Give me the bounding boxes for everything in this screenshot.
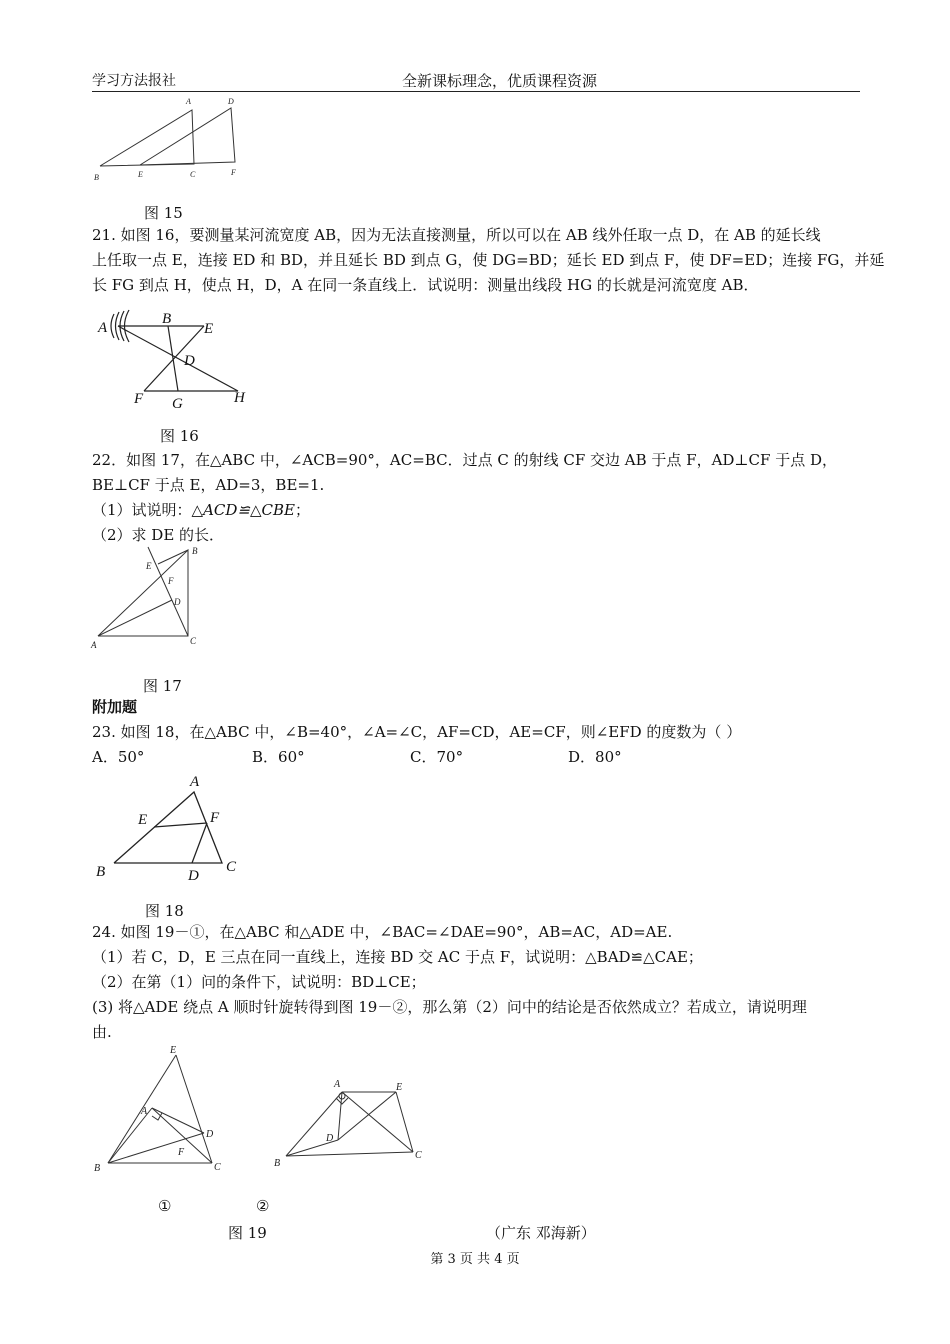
fig19-caption: 图 19 [228,1224,267,1242]
q22-line-1: 22．如图 17，在△ABC 中，∠ACB=90°，AC=BC．过点 C 的射线 CF 交边 AB 于点 F，AD⊥CF 于点 D， [92,451,837,469]
fig19-right-label-a: A [334,1079,341,1090]
bonus-title: 附加题 [92,698,138,716]
fig15-label-c: C [190,170,196,179]
q22-part-1-expr: △ACD≌△CBE [191,501,295,519]
fig15-label-e: E [138,170,143,179]
page-footer: 第 3 页 共 4 页 [430,1252,520,1267]
fig18-label-a: A [190,774,200,790]
fig19-right-label-c: C [415,1150,422,1161]
fig17-label-a: A [91,640,97,650]
fig16-label-g: G [172,396,183,412]
fig17-label-b: B [192,546,198,556]
fig19-right-label-d: D [326,1133,334,1144]
fig18-label-e: E [138,812,148,828]
figure-18 [90,770,250,890]
q21-line-3: 长 FG 到点 H，使点 H，D，A 在同一条直线上．试说明：测量出线段 HG 的长就是河流宽度 AB． [92,276,759,294]
q23-option-d: D．80° [568,748,622,766]
fig15-caption: 图 15 [144,204,183,222]
fig16-label-a: A [98,320,108,336]
fig18-caption: 图 18 [145,902,184,920]
q23-option-a: A．50° [92,748,145,766]
header-left: 学习方法报社 [92,73,176,89]
fig15-label-f: F [231,168,236,177]
q24-line-1: 24. 如图 19－①，在△ABC 和△ADE 中，∠BAC=∠DAE=90°，AB=AC，AD=AE. [92,923,673,941]
q22-line-2: BE⊥CF 于点 E，AD=3，BE=1. [92,476,325,494]
fig19-right-label-b: B [274,1158,281,1169]
fig15-label-a: A [186,97,191,106]
fig19-sub-2: ② [256,1197,270,1215]
q23-line: 23. 如图 18，在△ABC 中，∠B=40°，∠A=∠C，AF=CD，AE=CF，则∠EFD 的度数为（ ） [92,723,742,741]
q24-line-2: （1）若 C，D，E 三点在同一直线上，连接 BD 交 AC 于点 F，试说明：△BAD≌△CAE； [92,948,703,966]
fig16-label-f: F [134,391,144,407]
fig17-caption: 图 17 [143,677,182,695]
fig17-label-e: E [146,561,152,571]
figure-19-right [268,1070,433,1175]
q21-line-1: 21. 如图 16，要测量某河流宽度 AB，因为无法直接测量，所以可以在 AB 线外任取一点 D，在 AB 的延长线 [92,226,821,244]
fig17-label-c: C [190,636,197,646]
fig16-caption: 图 16 [160,427,199,445]
fig19-author: （广东 邓海新） [486,1224,596,1242]
q24-line-5: 由. [92,1023,112,1041]
figure-16 [92,308,262,414]
q22-part-2: （2）求 DE 的长． [92,526,225,544]
fig17-label-f: F [168,576,174,586]
fig18-label-d: D [188,868,199,884]
q22-part-1 [92,498,310,523]
fig16-label-d: D [184,353,195,369]
q24-line-4: (3) 将△ADE 绕点 A 顺时针旋转得到图 19－②，那么第（2）问中的结论是否依然成立？若成立，请说明理 [92,998,807,1016]
q22-part-1-prefix: （1）试说明： [92,501,192,519]
fig19-left-label-a: A [141,1106,148,1117]
header-title: 全新课标理念，优质课程资源 [402,72,598,90]
fig16-label-b: B [162,311,172,327]
fig15-label-b: B [94,173,99,182]
fig19-right-label-e: E [396,1082,403,1093]
fig19-left-label-e: E [170,1045,177,1056]
figure-17 [88,543,208,653]
fig19-left-label-f: F [178,1147,185,1158]
figure-15 [88,94,248,184]
fig19-left-label-c: C [214,1162,221,1173]
q22-part-1-suffix: ； [294,501,310,519]
fig18-label-c: C [226,859,237,875]
q21-line-2: 上任取一点 E，连接 ED 和 BD，并且延长 BD 到点 G，使 DG=BD；延长 ED 到点 F，使 DF=ED；连接 FG，并延 [92,251,885,269]
fig18-label-b: B [96,864,106,880]
fig17-label-d: D [174,597,181,607]
fig15-label-d: D [228,97,234,106]
fig18-label-f: F [210,810,220,826]
q23-option-c: C．70° [410,748,464,766]
q23-option-b: B．60° [252,748,305,766]
fig19-left-label-d: D [206,1129,214,1140]
fig16-label-h: H [234,390,245,406]
fig16-label-e: E [204,321,214,337]
header-divider [92,91,860,92]
fig19-left-label-b: B [94,1163,101,1174]
figure-19-left [90,1043,235,1178]
q24-line-3: （2）在第（1）问的条件下，试说明：BD⊥CE； [92,973,426,991]
fig19-sub-1: ① [158,1197,172,1215]
